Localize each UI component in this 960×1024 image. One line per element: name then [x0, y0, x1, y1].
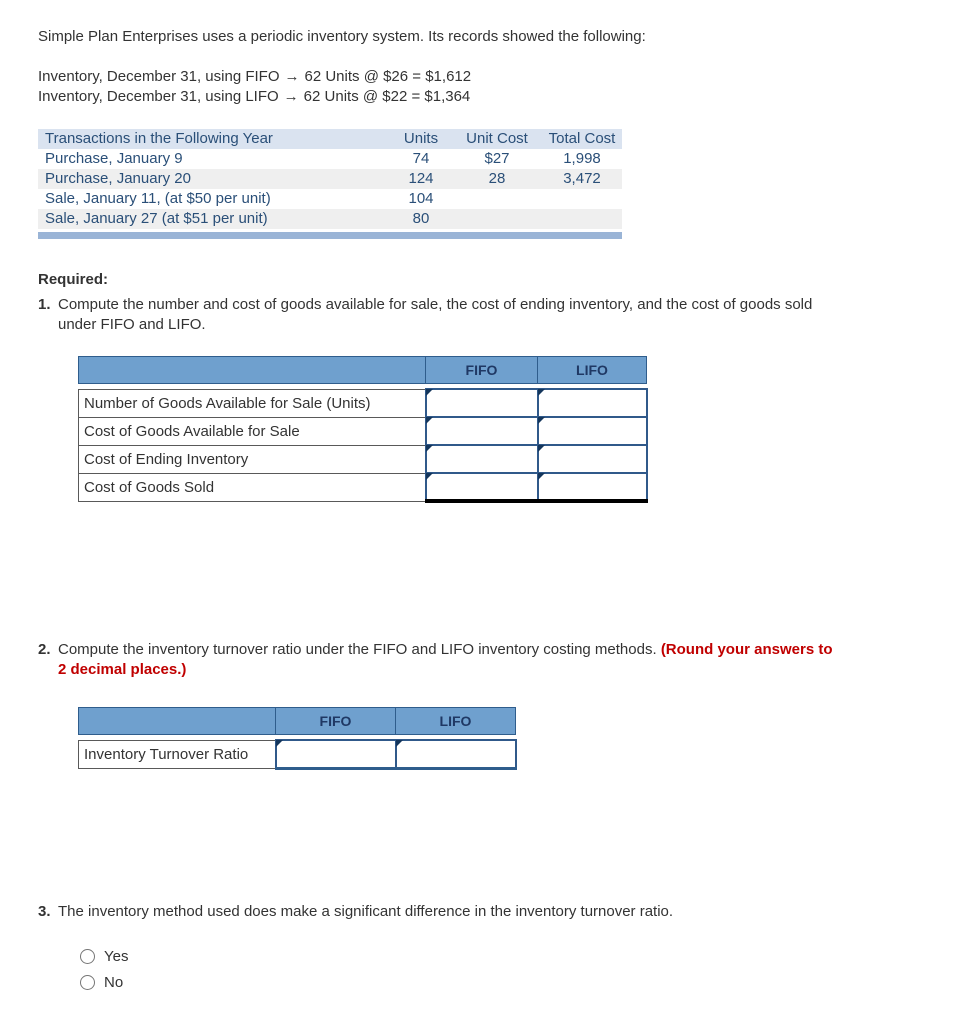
answer-cell [426, 389, 538, 417]
no-radio[interactable] [80, 975, 95, 990]
no-option[interactable] [80, 970, 960, 996]
answer-row [79, 417, 647, 445]
transaction-unit-cost [452, 189, 542, 209]
table-accent-bar [38, 232, 622, 239]
transaction-row [38, 149, 622, 169]
cogs-lifo-input[interactable] [539, 474, 646, 499]
col-header-total-cost: Total Cost [548, 130, 616, 147]
transaction-total-cost: 1,998 [563, 150, 601, 167]
col-header-units: Units [403, 130, 439, 147]
rounding-note: (Round your answers to 2 decimal places.) [58, 641, 833, 678]
turnover-ratio-fifo-input[interactable] [277, 741, 395, 767]
inventory-fifo-value: 62 Units @ $26 = $1,612 [304, 68, 472, 85]
requirement-1 [38, 295, 960, 335]
transaction-units: 124 [408, 170, 434, 187]
requirement-3 [38, 902, 960, 922]
cost-goods-available-lifo-input[interactable] [539, 418, 646, 444]
transactions-header-row [38, 129, 622, 149]
row-label-cost-goods-available: Cost of Goods Available for Sale [79, 417, 426, 445]
lifo-column-header: LIFO [396, 708, 516, 735]
yes-option[interactable] [80, 944, 960, 970]
row-label-ending-inventory: Cost of Ending Inventory [79, 445, 426, 473]
transaction-units: 74 [412, 150, 430, 167]
col-header-transactions: Transactions in the Following Year [45, 130, 273, 147]
col-header-unit-cost: Unit Cost [466, 130, 528, 147]
transaction-row [38, 189, 622, 209]
arrow-icon: → [284, 68, 300, 85]
answer-cell [538, 389, 647, 417]
requirement-text: The inventory method used does make a significant difference in the inventory turnover ratio. [58, 902, 674, 920]
row-label-goods-available-units: Number of Goods Available for Sale (Units) [79, 389, 426, 417]
requirement-number: 2. [38, 641, 51, 658]
answer-row [79, 740, 516, 768]
answer-cell [538, 473, 647, 501]
transaction-label: Purchase, January 9 [45, 150, 183, 167]
transaction-label: Purchase, January 20 [45, 170, 191, 187]
goods-available-units-fifo-input[interactable] [427, 390, 537, 416]
yes-radio[interactable] [80, 949, 95, 964]
yes-label: Yes [104, 948, 129, 965]
cogs-fifo-input[interactable] [427, 474, 537, 499]
requirement-text [58, 640, 840, 680]
part2-header-row [79, 708, 516, 735]
blank-header-cell [79, 357, 426, 384]
part1-answer-table [78, 356, 648, 503]
requirement-2-body: Compute the inventory turnover ratio under the FIFO and LIFO inventory costing methods. [58, 641, 657, 658]
row-label-cogs: Cost of Goods Sold [79, 473, 426, 501]
requirement-number: 3. [38, 902, 51, 920]
fifo-column-header: FIFO [426, 357, 538, 384]
transaction-total-cost: 3,472 [563, 170, 601, 187]
inventory-lifo-line [38, 87, 960, 107]
transactions-table [38, 129, 622, 239]
part1-header-row [79, 357, 647, 384]
answer-cell [538, 417, 647, 445]
transaction-unit-cost: $27 [484, 150, 510, 167]
transaction-unit-cost [452, 209, 542, 229]
requirement-text: Compute the number and cost of goods available for sale, the cost of ending inventory, and the cost of goods sold under FIFO and LIFO. [58, 296, 813, 333]
answer-cell [538, 445, 647, 473]
row-label-turnover-ratio: Inventory Turnover Ratio [79, 740, 276, 768]
transaction-row [38, 169, 622, 189]
transaction-total-cost [542, 189, 622, 209]
answer-cell [276, 740, 396, 768]
inventory-lifo-label: Inventory, December 31, using LIFO [38, 88, 279, 105]
question3-choices [80, 944, 960, 996]
required-heading: Required: [38, 271, 109, 288]
requirement-2 [38, 640, 960, 680]
lifo-column-header: LIFO [538, 357, 647, 384]
blank-header-cell [79, 708, 276, 735]
answer-row [79, 445, 647, 473]
goods-available-units-lifo-input[interactable] [539, 390, 646, 416]
ending-inventory-lifo-input[interactable] [539, 446, 646, 472]
inventory-summary [38, 67, 960, 107]
turnover-ratio-lifo-input[interactable] [397, 741, 515, 767]
transaction-units: 104 [408, 190, 434, 207]
answer-row [79, 473, 647, 501]
transaction-label: Sale, January 27 (at $51 per unit) [45, 210, 268, 227]
answer-cell [396, 740, 516, 768]
answer-cell [426, 417, 538, 445]
inventory-fifo-label: Inventory, December 31, using FIFO [38, 68, 280, 85]
answer-row [79, 389, 647, 417]
transaction-row [38, 209, 622, 229]
part2-answer-table [78, 707, 517, 770]
cost-goods-available-fifo-input[interactable] [427, 418, 537, 444]
inventory-fifo-line [38, 67, 960, 87]
transaction-unit-cost: 28 [488, 170, 506, 187]
fifo-column-header: FIFO [276, 708, 396, 735]
inventory-lifo-value: 62 Units @ $22 = $1,364 [303, 88, 471, 105]
answer-cell [426, 445, 538, 473]
answer-cell [426, 473, 538, 501]
transaction-total-cost [542, 209, 622, 229]
transaction-label: Sale, January 11, (at $50 per unit) [45, 190, 271, 207]
transaction-units: 80 [412, 210, 430, 227]
no-label: No [104, 974, 124, 991]
requirement-number: 1. [38, 296, 51, 313]
intro-text: Simple Plan Enterprises uses a periodic inventory system. Its records showed the following: [38, 28, 646, 45]
ending-inventory-fifo-input[interactable] [427, 446, 537, 472]
arrow-icon: → [283, 88, 299, 105]
